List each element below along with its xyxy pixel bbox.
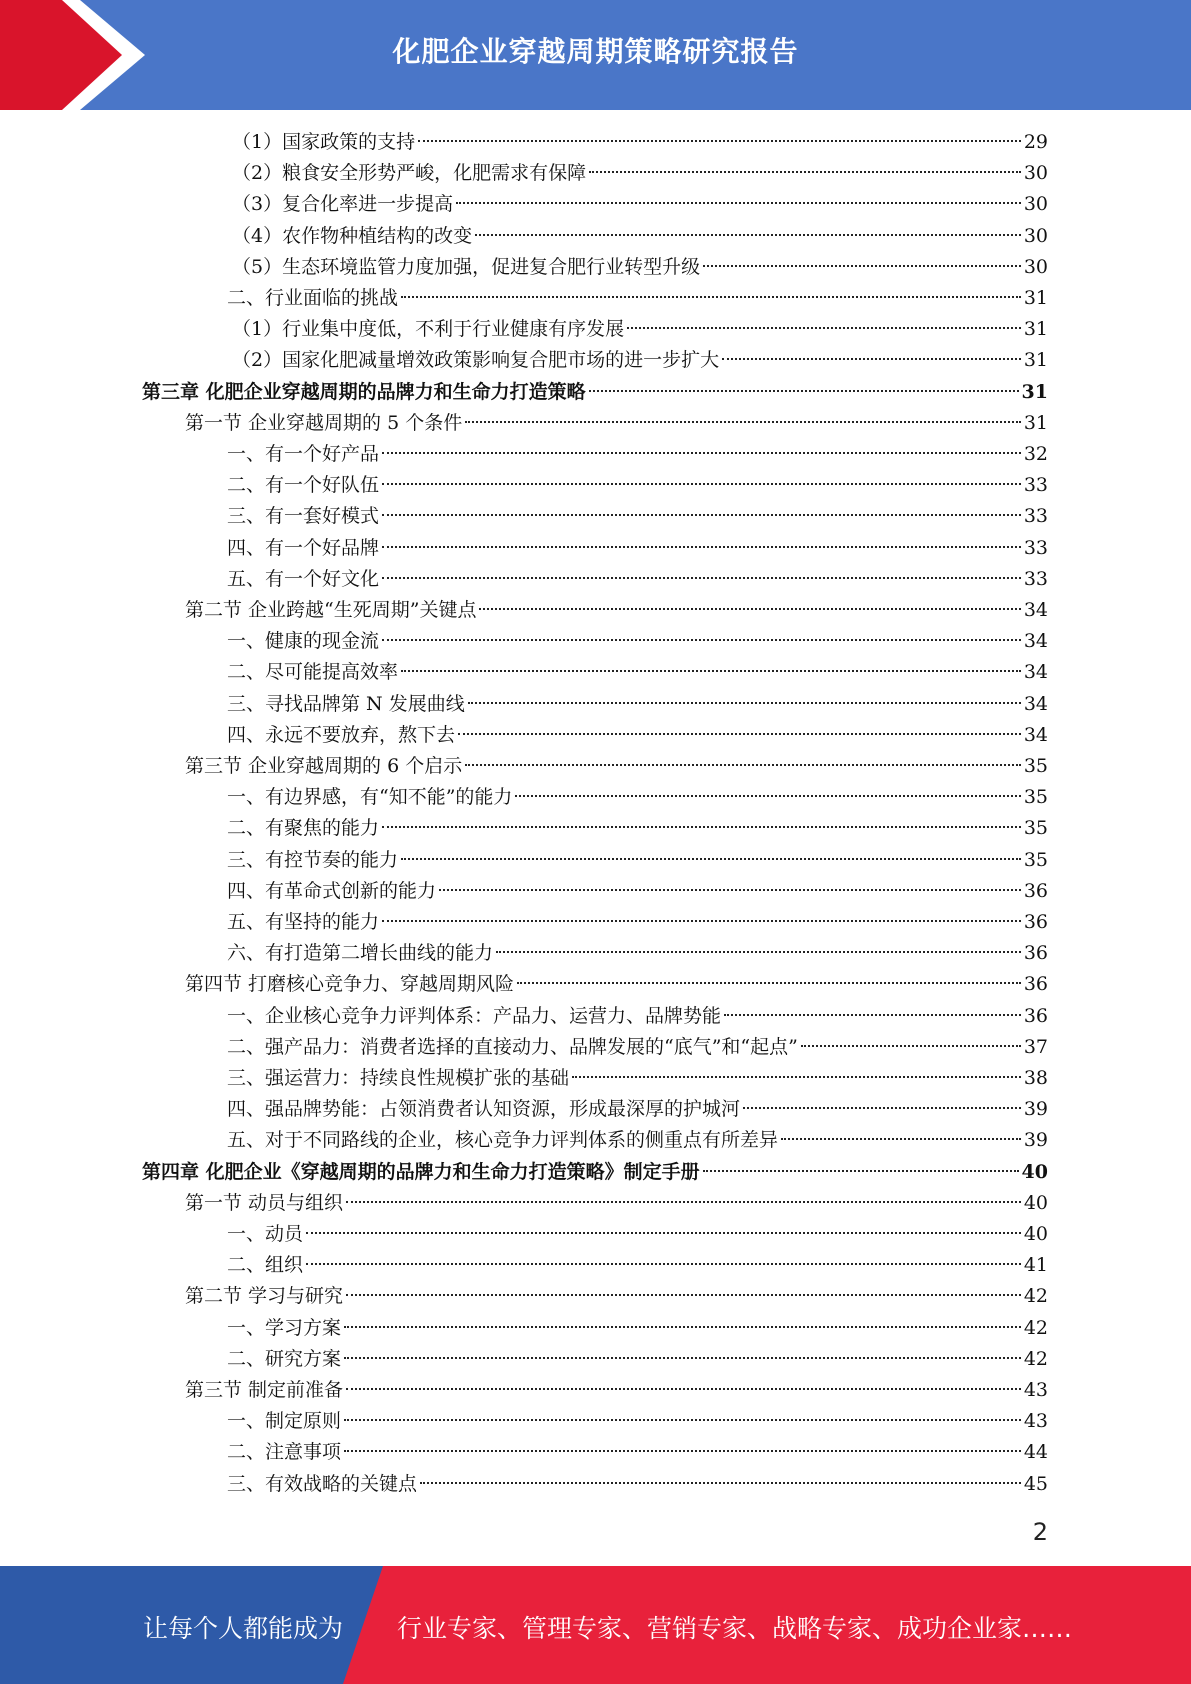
toc-entry-title: 二、尽可能提高效率 xyxy=(227,661,399,684)
toc-dot-leader xyxy=(382,639,1021,641)
toc-dot-leader xyxy=(306,1232,1021,1234)
toc-entry-page: 30 xyxy=(1023,193,1048,216)
toc-entry[interactable] xyxy=(227,626,1048,657)
toc-entry-title: 二、行业面临的挑战 xyxy=(227,287,399,309)
toc-entry-page: 37 xyxy=(1023,1035,1048,1058)
page-footer xyxy=(0,1566,1191,1684)
toc-entry-page: 42 xyxy=(1023,1347,1048,1370)
toc-entry[interactable] xyxy=(232,158,1048,189)
toc-entry-title: （2）粮食安全形势严峻，化肥需求有保障 xyxy=(232,162,587,185)
toc-entry-page: 35 xyxy=(1023,848,1048,871)
footer-slogan-right: 行业专家、管理专家、营销专家、战略专家、成功企业家…… xyxy=(397,1614,1073,1643)
toc-dot-leader xyxy=(724,1014,1021,1016)
toc-dot-leader xyxy=(475,234,1021,236)
toc-dot-leader xyxy=(382,826,1021,828)
toc-dot-leader xyxy=(465,421,1021,423)
toc-entry-page: 36 xyxy=(1023,911,1048,933)
toc-entry-title: 二、研究方案 xyxy=(227,1347,342,1370)
toc-entry[interactable] xyxy=(142,1157,1048,1188)
toc-dot-leader xyxy=(781,1138,1021,1140)
toc-dot-leader xyxy=(418,140,1021,142)
toc-entry[interactable] xyxy=(227,1063,1048,1094)
footer-slogan-left: 让每个人都能成为 xyxy=(143,1614,344,1643)
toc-entry-page: 38 xyxy=(1023,1067,1048,1089)
toc-dot-leader xyxy=(456,202,1021,204)
toc-dot-leader xyxy=(382,483,1021,485)
toc-entry-page: 33 xyxy=(1023,536,1048,559)
toc-dot-leader xyxy=(572,1076,1021,1078)
toc-entry[interactable] xyxy=(185,1188,1048,1219)
toc-entry[interactable] xyxy=(227,782,1048,813)
toc-entry-title: （3）复合化率进一步提高 xyxy=(232,193,454,216)
toc-entry-title: 二、组织 xyxy=(227,1254,304,1277)
toc-dot-leader xyxy=(743,1107,1021,1109)
toc-dot-leader xyxy=(401,670,1021,672)
toc-entry-title: 一、健康的现金流 xyxy=(227,630,380,653)
toc-entry[interactable] xyxy=(227,1032,1048,1063)
toc-entry-title: 一、动员 xyxy=(227,1223,304,1245)
toc-dot-leader xyxy=(306,1263,1021,1265)
toc-entry[interactable] xyxy=(185,595,1048,626)
toc-dot-leader xyxy=(382,546,1021,548)
report-title: 化肥企业穿越周期策略研究报告 xyxy=(392,35,799,68)
toc-dot-leader xyxy=(479,608,1020,610)
toc-dot-leader xyxy=(801,1045,1021,1047)
toc-entry-page: 41 xyxy=(1023,1254,1048,1277)
toc-entry-page: 43 xyxy=(1023,1379,1048,1401)
toc-dot-leader xyxy=(344,1326,1021,1328)
toc-entry-page: 39 xyxy=(1023,1129,1048,1152)
toc-entry-title: 一、企业核心竞争力评判体系：产品力、运营力、品牌势能 xyxy=(227,1004,722,1027)
toc-entry-page: 35 xyxy=(1023,817,1048,840)
toc-entry[interactable] xyxy=(232,314,1048,345)
toc-entry[interactable] xyxy=(227,907,1048,938)
toc-entry[interactable] xyxy=(227,845,1048,876)
toc-entry[interactable] xyxy=(232,252,1048,283)
toc-entry-title: 二、有一个好队伍 xyxy=(227,474,380,497)
toc-entry-page: 30 xyxy=(1023,162,1048,185)
toc-entry-title: 第二节 企业跨越“生死周期”关键点 xyxy=(185,599,477,621)
toc-entry[interactable] xyxy=(232,221,1048,252)
toc-entry-title: 五、有坚持的能力 xyxy=(227,911,380,933)
toc-dot-leader xyxy=(420,1482,1021,1484)
toc-entry-title: 三、寻找品牌第 N 发展曲线 xyxy=(227,692,465,715)
toc-entry-page: 31 xyxy=(1023,318,1048,341)
toc-entry-page: 36 xyxy=(1023,973,1048,996)
toc-entry[interactable] xyxy=(227,1125,1048,1156)
toc-entry-title: 第四章 化肥企业《穿越周期的品牌力和生命力打造策略》制定手册 xyxy=(142,1160,700,1183)
toc-entry[interactable] xyxy=(232,345,1048,376)
toc-dot-leader xyxy=(722,358,1021,360)
toc-entry-title: 二、强产品力：消费者选择的直接动力、品牌发展的“底气”和“起点” xyxy=(227,1035,798,1058)
toc-entry-page: 33 xyxy=(1023,505,1048,528)
toc-entry-page: 31 xyxy=(1021,380,1048,403)
toc-entry-title: 第三章 化肥企业穿越周期的品牌力和生命力打造策略 xyxy=(142,380,586,403)
toc-entry-title: （1）国家政策的支持 xyxy=(232,131,416,153)
page-header xyxy=(0,0,1191,110)
toc-dot-leader xyxy=(401,296,1021,298)
toc-dot-leader xyxy=(589,390,1019,392)
toc-entry-page: 34 xyxy=(1023,692,1048,715)
toc-entry[interactable] xyxy=(185,1281,1048,1312)
toc-entry-page: 36 xyxy=(1023,942,1048,965)
toc-entry[interactable] xyxy=(185,751,1048,782)
toc-entry[interactable] xyxy=(227,1250,1048,1281)
toc-entry[interactable] xyxy=(227,533,1048,564)
toc-entry-title: 二、有聚焦的能力 xyxy=(227,817,380,840)
toc-entry[interactable] xyxy=(227,876,1048,907)
toc-entry-page: 42 xyxy=(1023,1316,1048,1339)
toc-entry-title: 三、有效战略的关键点 xyxy=(227,1472,418,1495)
toc-entry-title: 三、有控节奏的能力 xyxy=(227,848,399,871)
toc-dot-leader xyxy=(458,733,1021,735)
toc-dot-leader xyxy=(346,1388,1021,1390)
toc-entry-title: （1）行业集中度低，不利于行业健康有序发展 xyxy=(232,318,625,341)
toc-entry-title: （2）国家化肥减量增效政策影响复合肥市场的进一步扩大 xyxy=(232,349,720,372)
toc-dot-leader xyxy=(382,514,1021,516)
toc-dot-leader xyxy=(589,171,1021,173)
toc-entry[interactable] xyxy=(227,501,1048,532)
toc-entry-page: 34 xyxy=(1023,661,1048,684)
toc-entry[interactable] xyxy=(227,283,1048,314)
toc-entry-title: 三、有一套好模式 xyxy=(227,505,380,528)
toc-entry-page: 32 xyxy=(1023,443,1048,465)
toc-entry-page: 40 xyxy=(1023,1223,1048,1245)
toc-entry[interactable] xyxy=(227,1406,1048,1437)
toc-entry[interactable] xyxy=(185,1375,1048,1406)
toc-entry-page: 36 xyxy=(1023,879,1048,902)
toc-dot-leader xyxy=(468,702,1021,704)
toc-entry[interactable] xyxy=(227,1001,1048,1032)
toc-dot-leader xyxy=(517,982,1021,984)
toc-dot-leader xyxy=(382,920,1021,922)
toc-entry[interactable] xyxy=(227,439,1048,470)
toc-entry-title: 四、永远不要放弃，熬下去 xyxy=(227,723,456,746)
toc-entry[interactable] xyxy=(227,1313,1048,1344)
toc-entry-title: 第一节 动员与组织 xyxy=(185,1191,344,1214)
toc-entry-page: 43 xyxy=(1023,1410,1048,1433)
toc-entry-title: 一、制定原则 xyxy=(227,1410,342,1433)
toc-entry-page: 34 xyxy=(1023,599,1048,621)
toc-entry-title: 五、有一个好文化 xyxy=(227,567,380,590)
toc-entry-page: 30 xyxy=(1023,224,1048,247)
toc-entry-title: 第三节 企业穿越周期的 6 个启示 xyxy=(185,755,463,777)
toc-dot-leader xyxy=(465,764,1021,766)
toc-entry-title: 一、有一个好产品 xyxy=(227,443,380,465)
toc-entry[interactable] xyxy=(227,1219,1048,1250)
toc-entry[interactable] xyxy=(232,189,1048,220)
toc-entry-page: 31 xyxy=(1023,287,1048,309)
toc-entry[interactable] xyxy=(227,1344,1048,1375)
toc-entry-title: 第二节 学习与研究 xyxy=(185,1285,344,1308)
toc-entry-title: 四、有革命式创新的能力 xyxy=(227,879,437,902)
toc-entry-page: 40 xyxy=(1023,1191,1048,1214)
toc-entry-title: 一、学习方案 xyxy=(227,1316,342,1339)
toc-entry-page: 34 xyxy=(1023,630,1048,653)
toc-entry-title: 第四节 打磨核心竞争力、穿越周期风险 xyxy=(185,973,515,996)
toc-entry-page: 44 xyxy=(1023,1441,1048,1464)
toc-entry[interactable] xyxy=(227,938,1048,969)
toc-entry[interactable] xyxy=(185,408,1048,439)
toc-entry-page: 35 xyxy=(1023,755,1048,777)
toc-dot-leader xyxy=(344,1357,1021,1359)
toc-dot-leader xyxy=(382,452,1021,454)
toc-entry-title: （5）生态环境监管力度加强，促进复合肥行业转型升级 xyxy=(232,255,701,278)
toc-entry-page: 42 xyxy=(1023,1285,1048,1308)
toc-entry-page: 34 xyxy=(1023,723,1048,746)
toc-entry-title: （4）农作物种植结构的改变 xyxy=(232,224,473,247)
toc-entry[interactable] xyxy=(227,470,1048,501)
toc-entry-page: 35 xyxy=(1023,786,1048,809)
toc-entry[interactable] xyxy=(227,1469,1048,1500)
toc-entry[interactable] xyxy=(227,564,1048,595)
toc-entry[interactable] xyxy=(227,1437,1048,1468)
toc-dot-leader xyxy=(703,265,1021,267)
toc-dot-leader xyxy=(496,951,1021,953)
toc-entry[interactable] xyxy=(232,127,1048,158)
toc-entry-title: 五、对于不同路线的企业，核心竞争力评判体系的侧重点有所差异 xyxy=(227,1129,779,1152)
toc-entry-page: 39 xyxy=(1023,1098,1048,1121)
toc-entry-title: 六、有打造第二增长曲线的能力 xyxy=(227,942,494,965)
toc-dot-leader xyxy=(627,327,1021,329)
toc-entry-page: 30 xyxy=(1023,255,1048,278)
toc-entry[interactable] xyxy=(227,689,1048,720)
toc-entry[interactable] xyxy=(227,813,1048,844)
toc-entry[interactable] xyxy=(227,657,1048,688)
toc-entry-page: 31 xyxy=(1023,411,1048,434)
toc-dot-leader xyxy=(515,795,1020,797)
toc-entry-title: 第一节 企业穿越周期的 5 个条件 xyxy=(185,411,463,434)
toc-entry-title: 三、强运营力：持续良性规模扩张的基础 xyxy=(227,1067,570,1089)
toc-entry-title: 四、强品牌势能：占领消费者认知资源，形成最深厚的护城河 xyxy=(227,1098,741,1121)
toc-entry[interactable] xyxy=(142,377,1048,408)
toc-dot-leader xyxy=(346,1201,1021,1203)
toc-entry-title: 第三节 制定前准备 xyxy=(185,1379,344,1401)
toc-dot-leader xyxy=(344,1419,1021,1421)
toc-entry-title: 二、注意事项 xyxy=(227,1441,342,1464)
toc-entry[interactable] xyxy=(185,969,1048,1000)
toc-entry-page: 33 xyxy=(1023,474,1048,497)
toc-dot-leader xyxy=(344,1450,1021,1452)
toc-entry[interactable] xyxy=(227,720,1048,751)
toc-entry-page: 33 xyxy=(1023,567,1048,590)
toc-dot-leader xyxy=(703,1170,1019,1172)
toc-dot-leader xyxy=(439,889,1021,891)
toc-entry-page: 45 xyxy=(1023,1472,1048,1495)
page-number: 2 xyxy=(1032,1518,1048,1546)
toc-entry-title: 四、有一个好品牌 xyxy=(227,536,380,559)
toc-entry-page: 31 xyxy=(1023,349,1048,372)
toc-entry-title: 一、有边界感，有“知不能”的能力 xyxy=(227,786,513,809)
toc-entry[interactable] xyxy=(227,1094,1048,1125)
toc-dot-leader xyxy=(401,858,1021,860)
toc-entry-page: 40 xyxy=(1021,1160,1048,1183)
toc-dot-leader xyxy=(382,577,1021,579)
toc-entry-page: 29 xyxy=(1023,131,1048,153)
toc-entry-page: 36 xyxy=(1023,1004,1048,1027)
toc-dot-leader xyxy=(346,1294,1021,1296)
